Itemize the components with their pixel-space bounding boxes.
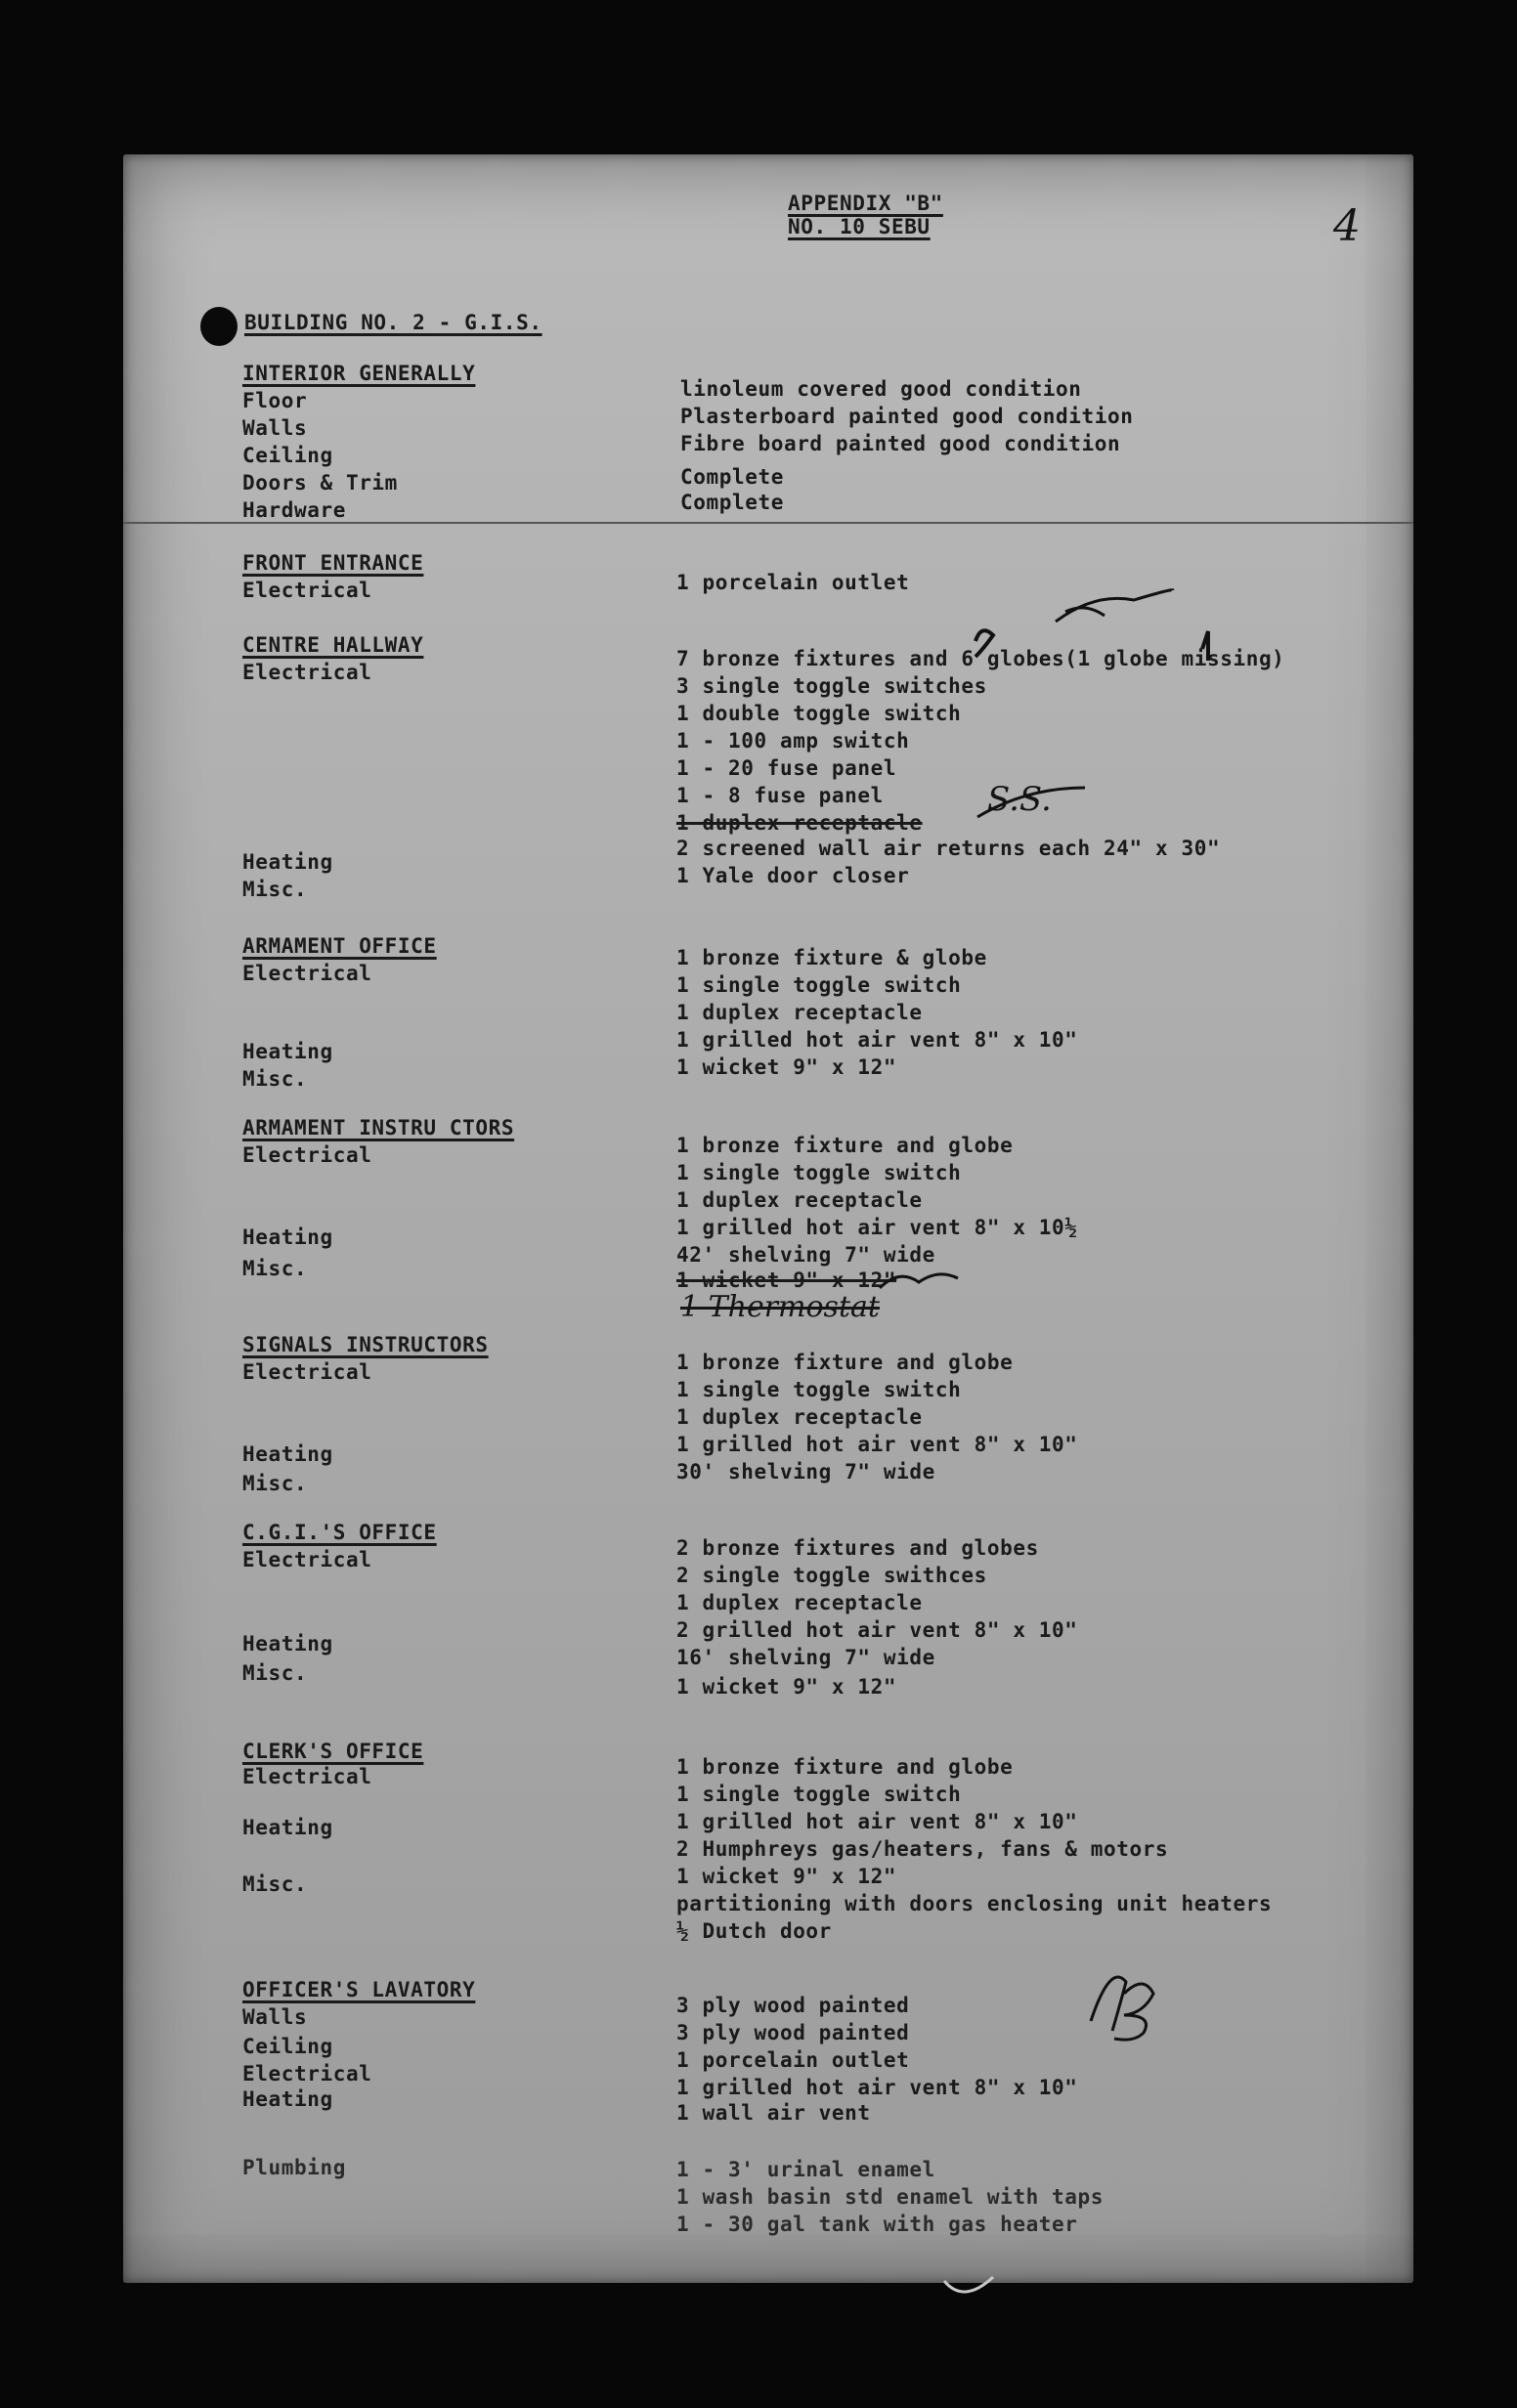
item-centre-hallway-struck: 1 duplex receptacle xyxy=(676,811,923,835)
label-heating: Heating xyxy=(242,1040,333,1063)
item-clerks-office: 1 grilled hot air vent 8" x 10" xyxy=(676,1810,1078,1833)
label-electrical: Electrical xyxy=(242,1143,372,1167)
item-centre-hallway: 1 Yale door closer xyxy=(676,864,910,887)
section-heading-signals-instructors: SIGNALS INSTRUCTORS xyxy=(242,1333,489,1356)
label-walls: Walls xyxy=(242,416,308,440)
item-officers-lavatory: 1 porcelain outlet xyxy=(676,2048,910,2072)
item-officers-lavatory: 3 ply wood painted xyxy=(676,1994,910,2017)
label-heating: Heating xyxy=(242,1442,333,1466)
label-misc: Misc. xyxy=(242,878,308,901)
item-signals-instructors: 1 duplex receptacle xyxy=(676,1405,923,1429)
item-armament-instructors: 42' shelving 7" wide xyxy=(676,1243,935,1267)
label-heating: Heating xyxy=(242,1816,333,1839)
label-electrical: Electrical xyxy=(242,2062,372,2086)
label-misc: Misc. xyxy=(242,1472,308,1495)
item-signals-instructors: 1 bronze fixture and globe xyxy=(676,1351,1014,1374)
item-centre-hallway: 1 - 20 fuse panel xyxy=(676,756,897,780)
label-misc: Misc. xyxy=(242,1661,308,1685)
item-signals-instructors: 1 single toggle switch xyxy=(676,1378,962,1401)
item-centre-hallway: 2 screened wall air returns each 24" x 30" xyxy=(676,837,1221,860)
item-signals-instructors: 30' shelving 7" wide xyxy=(676,1460,935,1484)
section-heading-front-entrance: FRONT ENTRANCE xyxy=(242,551,424,575)
divider-line xyxy=(123,522,1413,524)
item-armament-instructors: 1 duplex receptacle xyxy=(676,1188,923,1212)
item-clerks-office: partitioning with doors enclosing unit heaters xyxy=(676,1892,1273,1915)
item-officers-lavatory: 1 wash basin std enamel with taps xyxy=(676,2185,1105,2209)
item-centre-hallway: 1 - 100 amp switch xyxy=(676,729,910,752)
item-clerks-office: 2 Humphreys gas/heaters, fans & motors xyxy=(676,1837,1169,1861)
item-centre-hallway: 1 double toggle switch xyxy=(676,702,962,725)
item-clerks-office: 1 bronze fixture and globe xyxy=(676,1755,1014,1779)
building-title: BUILDING NO. 2 - G.I.S. xyxy=(244,311,542,334)
item-centre-hallway: 1 - 8 fuse panel xyxy=(676,784,884,807)
section-heading-armament-instructors: ARMAMENT INSTRU CTORS xyxy=(242,1116,515,1140)
item-cgi-office: 2 bronze fixtures and globes xyxy=(676,1536,1039,1560)
item-armament-office: 1 duplex receptacle xyxy=(676,1001,923,1024)
item-officers-lavatory: 1 - 30 gal tank with gas heater xyxy=(676,2213,1078,2236)
label-heating: Heating xyxy=(242,1226,333,1249)
section-heading-clerks-office: CLERK'S OFFICE xyxy=(242,1740,424,1763)
section-heading-interior: INTERIOR GENERALLY xyxy=(242,362,476,385)
item-clerks-office: 1 wicket 9" x 12" xyxy=(676,1865,897,1888)
value-ceiling: Fibre board painted good condition xyxy=(680,432,1121,455)
item-armament-instructors: 1 bronze fixture and globe xyxy=(676,1134,1014,1157)
item-armament-office: 1 wicket 9" x 12" xyxy=(676,1055,897,1079)
item-clerks-office: 1 single toggle switch xyxy=(676,1783,962,1806)
label-electrical: Electrical xyxy=(242,661,372,684)
label-misc: Misc. xyxy=(242,1872,308,1896)
label-plumbing: Plumbing xyxy=(242,2156,346,2179)
handwritten-struck-item: 1 Thermostat xyxy=(680,1290,880,1324)
item-front-entrance: 1 porcelain outlet xyxy=(676,571,910,594)
label-ceiling: Ceiling xyxy=(242,444,333,467)
label-heating: Heating xyxy=(242,850,333,874)
value-hardware: Complete xyxy=(680,491,784,514)
item-clerks-office: ½ Dutch door xyxy=(676,1919,832,1943)
item-centre-hallway: 7 bronze fixtures and 6 globes(1 globe missing) xyxy=(676,647,1285,670)
label-electrical: Electrical xyxy=(242,579,372,602)
item-officers-lavatory: 1 wall air vent xyxy=(676,2101,871,2125)
item-armament-instructors: 1 grilled hot air vent 8" x 10½ xyxy=(676,1216,1078,1239)
section-heading-centre-hallway: CENTRE HALLWAY xyxy=(242,633,424,657)
label-walls: Walls xyxy=(242,2005,308,2029)
item-cgi-office: 2 single toggle swithces xyxy=(676,1564,987,1587)
value-floor: linoleum covered good condition xyxy=(680,377,1082,401)
page-number: 4 xyxy=(1333,201,1361,251)
section-heading-armament-office: ARMAMENT OFFICE xyxy=(242,934,437,958)
label-heating: Heating xyxy=(242,1632,333,1656)
value-walls: Plasterboard painted good condition xyxy=(680,405,1134,428)
item-armament-instructors-struck: 1 wicket 9" x 12" xyxy=(676,1268,897,1292)
item-armament-office: 1 bronze fixture & globe xyxy=(676,946,987,969)
item-officers-lavatory: 1 - 3' urinal enamel xyxy=(676,2158,935,2181)
item-cgi-office: 2 grilled hot air vent 8" x 10" xyxy=(676,1618,1078,1642)
label-ceiling: Ceiling xyxy=(242,2035,333,2058)
label-electrical: Electrical xyxy=(242,1360,372,1384)
unit-title: NO. 10 SEBU xyxy=(788,215,931,238)
label-floor: Floor xyxy=(242,389,308,412)
label-doors-trim: Doors & Trim xyxy=(242,471,398,494)
label-electrical: Electrical xyxy=(242,1548,372,1571)
item-cgi-office: 1 wicket 9" x 12" xyxy=(676,1675,897,1698)
label-heating: Heating xyxy=(242,2087,333,2111)
item-armament-instructors: 1 single toggle switch xyxy=(676,1161,962,1184)
punch-hole xyxy=(200,307,238,346)
item-armament-office: 1 grilled hot air vent 8" x 10" xyxy=(676,1028,1078,1052)
item-armament-office: 1 single toggle switch xyxy=(676,973,962,997)
appendix-title: APPENDIX "B" xyxy=(788,192,943,215)
item-cgi-office: 16' shelving 7" wide xyxy=(676,1646,935,1669)
label-electrical: Electrical xyxy=(242,1765,372,1788)
section-heading-officers-lavatory: OFFICER'S LAVATORY xyxy=(242,1978,476,2001)
label-hardware: Hardware xyxy=(242,498,346,522)
label-electrical: Electrical xyxy=(242,962,372,985)
label-misc: Misc. xyxy=(242,1067,308,1091)
section-heading-cgi-office: C.G.I.'S OFFICE xyxy=(242,1521,437,1544)
item-officers-lavatory: 1 grilled hot air vent 8" x 10" xyxy=(676,2076,1078,2099)
item-cgi-office: 1 duplex receptacle xyxy=(676,1591,923,1614)
handwritten-initials: S.S. xyxy=(987,780,1052,819)
value-doors-trim: Complete xyxy=(680,465,784,489)
item-officers-lavatory: 3 ply wood painted xyxy=(676,2021,910,2044)
item-centre-hallway: 3 single toggle switches xyxy=(676,674,987,698)
item-signals-instructors: 1 grilled hot air vent 8" x 10" xyxy=(676,1433,1078,1456)
label-misc: Misc. xyxy=(242,1257,308,1280)
